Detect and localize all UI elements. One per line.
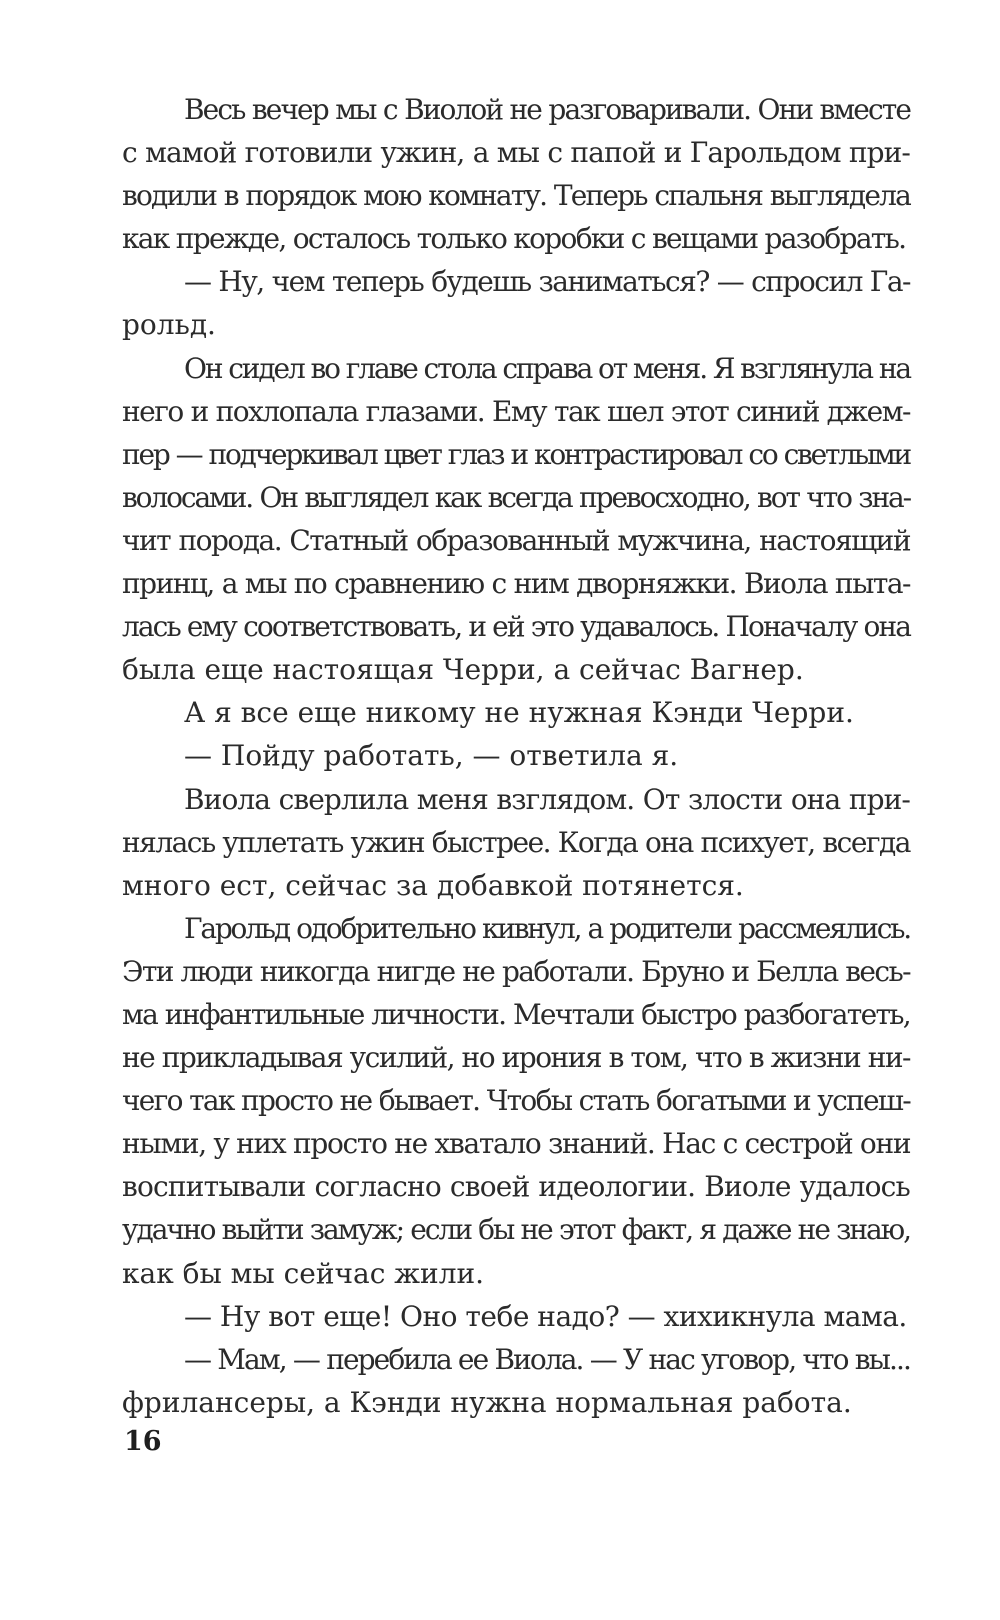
text-line: — Мам, — перебила ее Виола. — У нас уговор, что вы... bbox=[184, 1342, 910, 1376]
text-line: Эти люди никогда нигде не работали. Бруно и Белла весь- bbox=[122, 954, 910, 988]
text-line: как бы мы сейчас жили. bbox=[122, 1256, 485, 1290]
text-line: нялась уплетать ужин быстрее. Когда она психует, всегда bbox=[122, 825, 910, 859]
text-line: с мамой готовили ужин, а мы с папой и Гарольдом при- bbox=[122, 136, 910, 170]
text-line: Гарольд одобрительно кивнул, а родители рассмеялись. bbox=[184, 911, 910, 945]
text-line: удачно выйти замуж; если бы не этот факт, я даже не знаю, bbox=[122, 1213, 910, 1247]
text-line: как прежде, осталось только коробки с вещами разобрать. bbox=[122, 222, 906, 256]
text-line: лась ему соответствовать, и ей это удавалось. Поначалу она bbox=[122, 610, 910, 644]
text-line: принц, а мы по сравнению с ним дворняжки. Виола пыта- bbox=[122, 567, 910, 601]
body-text bbox=[122, 88, 910, 1424]
page-number: 16 bbox=[124, 1426, 162, 1457]
text-line: Виола сверлила меня взглядом. От злости она при- bbox=[184, 782, 910, 816]
text-line: — Ну вот еще! Оно тебе надо? — хихикнула мама. bbox=[184, 1299, 907, 1333]
text-line: волосами. Он выглядел как всегда превосходно, вот что зна- bbox=[122, 480, 910, 514]
text-line: рольд. bbox=[122, 308, 216, 342]
text-line: него и похлопала глазами. Ему так шел этот синий джем- bbox=[122, 394, 910, 428]
text-line: ными, у них просто не хватало знаний. Нас с сестрой они bbox=[122, 1127, 911, 1161]
text-line: А я все еще никому не нужная Кэнди Черри. bbox=[184, 696, 854, 730]
text-line: пер — подчеркивал цвет глаз и контрастировал со светлыми bbox=[122, 437, 910, 471]
text-line: Он сидел во главе стола справа от меня. Я взглянула на bbox=[184, 351, 910, 385]
text-line: ма инфантильные личности. Мечтали быстро разбогатеть, bbox=[122, 997, 910, 1031]
text-line: водили в порядок мою комнату. Теперь спальня выглядела bbox=[122, 179, 910, 213]
text-line: — Пойду работать, — ответила я. bbox=[184, 739, 679, 773]
text-line: много ест, сейчас за добавкой потянется. bbox=[122, 868, 744, 902]
text-line: не прикладывая усилий, но ирония в том, что в жизни ни- bbox=[122, 1041, 910, 1075]
text-line: воспитывали согласно своей идеологии. Виоле удалось bbox=[122, 1170, 910, 1204]
text-line: чит порода. Статный образованный мужчина, настоящий bbox=[122, 523, 910, 557]
text-line: фрилансеры, а Кэнди нужна нормальная работа. bbox=[122, 1385, 852, 1419]
text-line: была еще настоящая Черри, а сейчас Вагнер. bbox=[122, 653, 804, 687]
text-line: чего так просто не бывает. Чтобы стать богатыми и успеш- bbox=[122, 1084, 910, 1118]
text-line: Весь вечер мы с Виолой не разговаривали. Они вместе bbox=[184, 93, 910, 126]
text-line: — Ну, чем теперь будешь заниматься? — спросил Га- bbox=[184, 265, 910, 299]
